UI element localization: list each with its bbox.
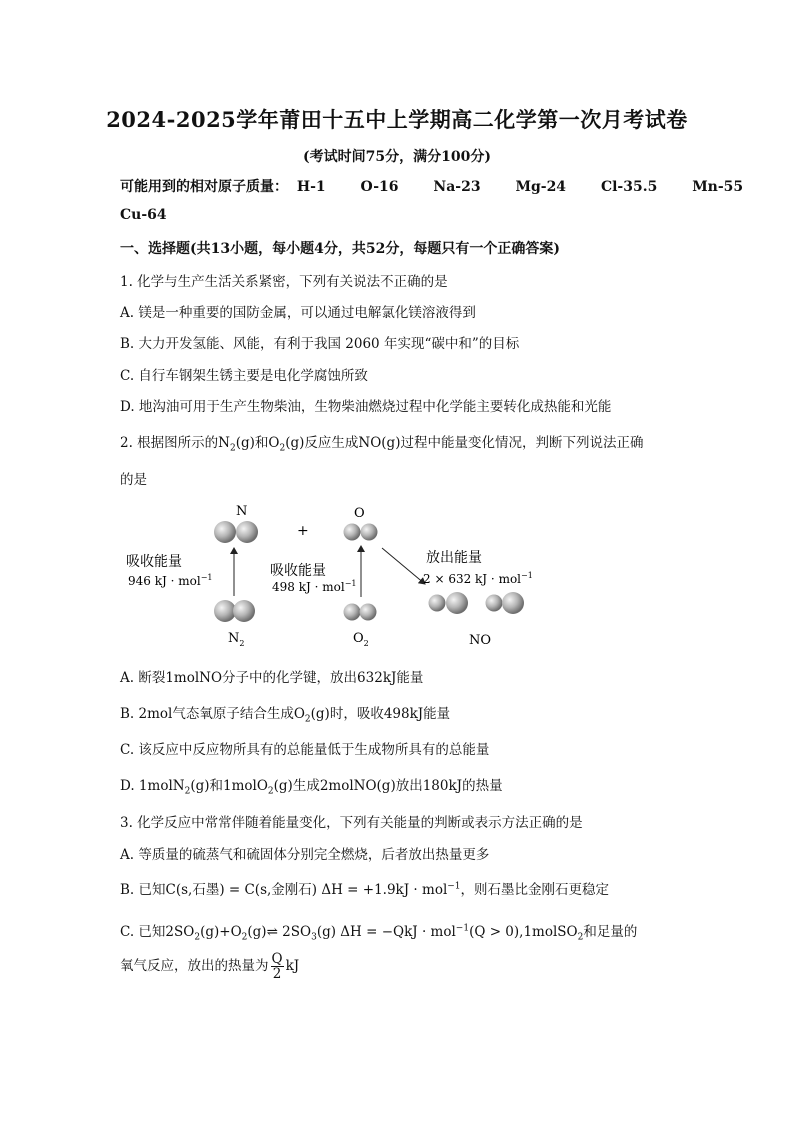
q3-option-a: A. 等质量的硫蒸气和硫固体分别完全燃烧，后者放出热量更多 bbox=[120, 847, 490, 863]
o-atom bbox=[361, 524, 378, 541]
release-arrow bbox=[382, 548, 425, 584]
o2-label: $O_2$ bbox=[353, 631, 369, 648]
q1-stem: 1. 化学与生产生活关系紧密，下列有关说法不正确的是 bbox=[120, 274, 448, 290]
q2-option-a: A. 断裂1molNO分子中的化学键，放出632kJ能量 bbox=[120, 670, 424, 686]
mass-item: Na-23 bbox=[433, 179, 481, 195]
fraction: $\frac{Q}{2}$ bbox=[271, 951, 283, 982]
mass-item: Mg-24 bbox=[515, 179, 567, 195]
atomic-mass-label: 可能用到的相对原子质量： bbox=[120, 179, 288, 195]
q1-option-a: A. 镁是一种重要的国防金属，可以通过电解氯化镁溶液得到 bbox=[120, 305, 476, 321]
release-value: 2 × 632 kJ · mol$^{-1}$ bbox=[423, 571, 533, 586]
q3-stem: 3. 化学反应中常常伴随着能量变化，下列有关能量的判断或表示方法正确的是 bbox=[120, 815, 583, 831]
o2-atom bbox=[360, 604, 377, 621]
q3-option-b: B. 已知C(s,石墨) = C(s,金刚石) ΔH = +1.9kJ · mol$^{-1}$，则石墨比金刚石更稳定 bbox=[120, 881, 610, 898]
no-n-atom bbox=[446, 592, 468, 614]
absorb-label-n2: 吸收能量 bbox=[126, 554, 182, 570]
q2-stem-cont: 的是 bbox=[120, 472, 147, 488]
q1-option-b: B. 大力开发氢能、风能，有利于我国 2060 年实现“碳中和”的目标 bbox=[120, 336, 520, 352]
mass-item: H-1 bbox=[296, 179, 326, 195]
no-o-atom bbox=[486, 595, 503, 612]
q2-option-b: B. 2mol气态氧原子结合生成$O_2(g)$时，吸收498kJ能量 bbox=[120, 706, 451, 725]
n-atom-label: N bbox=[236, 504, 248, 519]
n-atom bbox=[214, 521, 236, 543]
q2-option-c: C. 该反应中反应物所具有的总能量低于生成物所具有的总能量 bbox=[120, 742, 490, 758]
n2-atom bbox=[214, 600, 236, 622]
mass-item: Cl-35.5 bbox=[600, 179, 658, 195]
release-label: 放出能量 bbox=[426, 550, 482, 566]
absorb-label-o2: 吸收能量 bbox=[270, 563, 326, 579]
q2-option-d: D. 1molN$_2$(g)和1molO$_2$(g)生成2molNO(g)放出180kJ的热量 bbox=[120, 778, 503, 797]
plus-sign: + bbox=[297, 523, 309, 539]
mass-item: Cu-64 bbox=[120, 207, 167, 223]
mass-item: O-16 bbox=[360, 179, 399, 195]
mass-item: Mn-55 bbox=[692, 179, 744, 195]
q1-option-d: D. 地沟油可用于生产生物柴油，生物柴油燃烧过程中化学能主要转化成热能和光能 bbox=[120, 399, 612, 415]
energy-diagram bbox=[120, 498, 540, 653]
n-atom bbox=[236, 521, 258, 543]
q1-option-c: C. 自行车钢架生锈主要是电化学腐蚀所致 bbox=[120, 368, 368, 384]
no-o-atom bbox=[429, 595, 446, 612]
section-heading: 一、选择题(共13小题，每小题4分，共52分，每题只有一个正确答案) bbox=[120, 241, 560, 257]
page-title: 2024-2025学年莆田十五中上学期高二化学第一次月考试卷 bbox=[106, 107, 688, 132]
no-n-atom bbox=[502, 592, 524, 614]
exam-info: (考试时间75分，满分100分) bbox=[303, 149, 491, 165]
o-atom bbox=[344, 524, 361, 541]
equilibrium-arrow: ⇌ bbox=[266, 924, 278, 940]
n2-label: $N_2$ bbox=[228, 631, 245, 648]
absorb-value-o2: 498 kJ · mol$^{-1}$ bbox=[272, 579, 357, 594]
q3-option-c: C. 已知$2SO_2(g)+O_2(g)\rightleftharpoons$ $2SO_3(g) \Delta H = -QkJ \cdot mol^{-1}(Q$ > 0),1molSO$_2$和足量的 bbox=[120, 923, 638, 943]
no-label: NO bbox=[469, 633, 492, 648]
q2-stem: 2. 根据图所示的$N_2(g)$和$O_2(g)$反应生成NO(g)过程中能量变化情况，判断下列说法正确 bbox=[120, 435, 644, 454]
o-atom-label: O bbox=[354, 506, 365, 521]
q3-option-c-cont: 氧气反应，放出的热量为 $\frac{Q}{2}$ kJ bbox=[120, 951, 300, 982]
atomic-mass-row bbox=[120, 176, 743, 196]
absorb-value-n2: 946 kJ · mol$^{-1}$ bbox=[128, 573, 213, 588]
o2-atom bbox=[344, 604, 361, 621]
n2-atom bbox=[233, 600, 255, 622]
